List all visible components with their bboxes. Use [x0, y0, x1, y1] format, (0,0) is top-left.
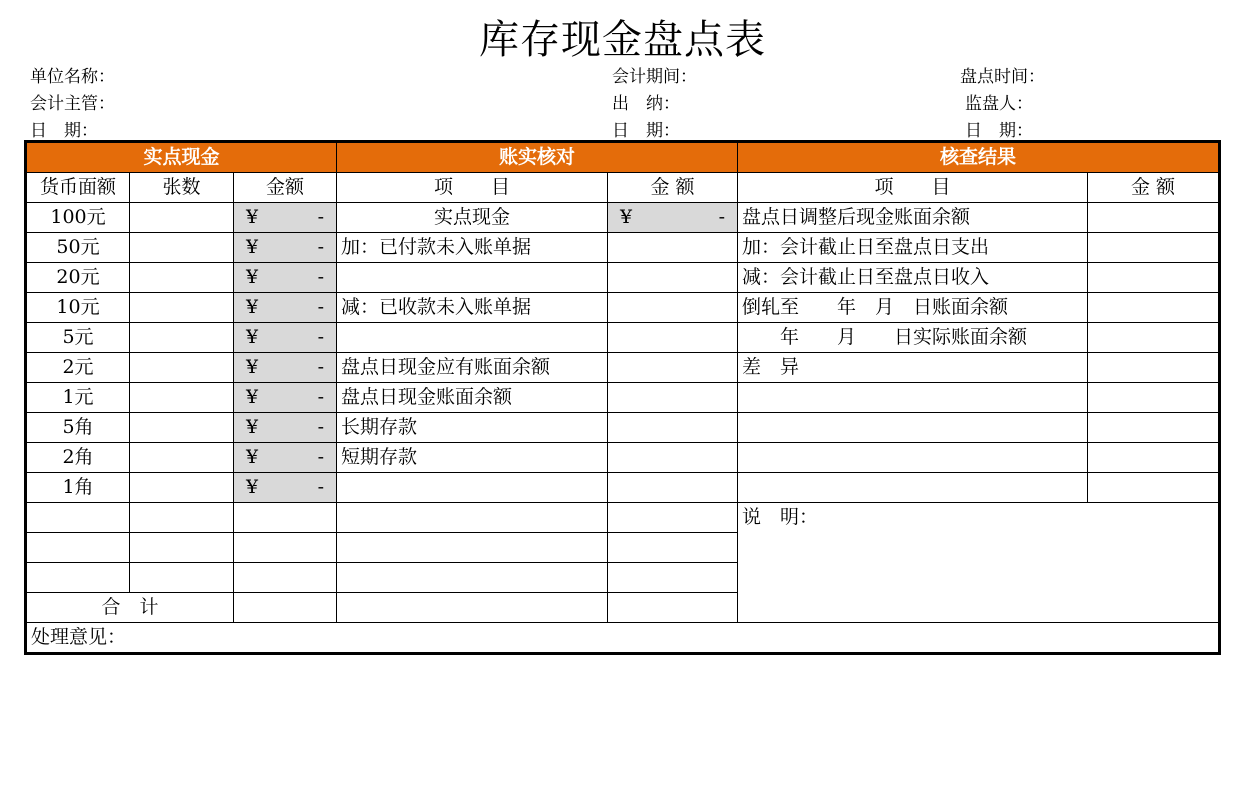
reconcile-amount-cell[interactable] [608, 293, 738, 323]
reconcile-amount-cell[interactable] [608, 443, 738, 473]
dash-value: - [317, 266, 324, 288]
yen-symbol: ¥ [246, 416, 259, 438]
dash-value: - [317, 326, 324, 348]
reconcile-item-cell: 加：已付款未入账单据 [337, 233, 608, 263]
table-row [26, 263, 1220, 293]
section-header-row [26, 142, 1220, 173]
explanation-label: 说 明： [742, 506, 819, 528]
result-item-cell [738, 443, 1088, 473]
result-item-cell: 加：会计截止日至盘点日支出 [738, 233, 1088, 263]
blank-cell[interactable] [608, 563, 738, 593]
section-actual-cash: 实点现金 [26, 142, 337, 173]
reconcile-amount-cell[interactable] [608, 413, 738, 443]
section-result: 核查结果 [738, 142, 1220, 173]
monitor-label: 监盘人： [965, 94, 1033, 114]
col-amount: 金额 [234, 173, 337, 203]
blank-cell[interactable] [337, 533, 608, 563]
table-row [26, 443, 1220, 473]
table-row [26, 383, 1220, 413]
col-amount-3: 金 额 [1088, 173, 1220, 203]
count-cell[interactable] [130, 323, 234, 353]
denomination-cell: 50元 [26, 233, 130, 263]
result-item-cell: 盘点日调整后现金账面余额 [738, 203, 1088, 233]
reconcile-amount-cell[interactable] [608, 323, 738, 353]
reconcile-item-cell: 盘点日现金应有账面余额 [337, 353, 608, 383]
blank-cell[interactable] [26, 563, 130, 593]
date-label-2: 日 期： [612, 121, 680, 141]
currency-value [238, 323, 332, 352]
result-amount-cell[interactable] [1088, 473, 1220, 503]
dash-value: - [317, 446, 324, 468]
dash-value: - [718, 206, 726, 228]
col-item-2: 项 目 [738, 173, 1088, 203]
reconcile-item-cell [337, 323, 608, 353]
currency-value [238, 473, 332, 502]
result-item-cell: 差 异 [738, 353, 1088, 383]
dash-value: - [317, 386, 324, 408]
yen-symbol: ¥ [246, 236, 259, 258]
yen-symbol: ¥ [246, 206, 259, 228]
blank-cell[interactable] [130, 563, 234, 593]
accounting-period-label: 会计期间： [612, 67, 697, 87]
yen-symbol: ¥ [246, 446, 259, 468]
result-amount-cell[interactable] [1088, 263, 1220, 293]
opinion-cell[interactable] [26, 623, 1220, 654]
currency-value [238, 233, 332, 262]
table-row [26, 413, 1220, 443]
dash-value: - [317, 416, 324, 438]
reconcile-item-cell [337, 473, 608, 503]
table-row [26, 503, 1220, 533]
amount-cell[interactable] [234, 203, 337, 233]
denomination-cell: 2元 [26, 353, 130, 383]
blank-cell[interactable] [26, 533, 130, 563]
result-amount-cell[interactable] [1088, 323, 1220, 353]
count-cell[interactable] [130, 293, 234, 323]
yen-symbol: ¥ [246, 296, 259, 318]
count-time-label: 盘点时间： [960, 67, 1045, 87]
result-amount-cell[interactable] [1088, 203, 1220, 233]
count-cell[interactable] [130, 383, 234, 413]
explanation-cell[interactable] [738, 503, 1220, 623]
blank-cell[interactable] [130, 533, 234, 563]
count-cell[interactable] [130, 203, 234, 233]
blank-cell[interactable] [337, 563, 608, 593]
currency-value [238, 293, 332, 322]
reconcile-item-cell: 长期存款 [337, 413, 608, 443]
reconcile-amount-cell[interactable] [608, 383, 738, 413]
result-item-cell [738, 473, 1088, 503]
result-item-cell [738, 413, 1088, 443]
amount-cell[interactable] [234, 443, 337, 473]
currency-value [238, 383, 332, 412]
dash-value: - [317, 236, 324, 258]
currency-value [612, 203, 733, 232]
reconcile-item-cell: 盘点日现金账面余额 [337, 383, 608, 413]
blank-cell[interactable] [234, 563, 337, 593]
yen-symbol: ¥ [246, 476, 259, 498]
table-row [26, 323, 1220, 353]
result-item-cell [738, 383, 1088, 413]
yen-symbol: ¥ [246, 386, 259, 408]
table-row [26, 353, 1220, 383]
accounting-supervisor-label: 会计主管： [30, 94, 115, 114]
amount-cell[interactable] [234, 323, 337, 353]
amount-cell[interactable] [234, 473, 337, 503]
table-row [26, 473, 1220, 503]
result-amount-cell[interactable] [1088, 383, 1220, 413]
cashier-label: 出 纳： [612, 94, 680, 114]
denomination-cell: 20元 [26, 263, 130, 293]
denomination-cell: 100元 [26, 203, 130, 233]
blank-cell[interactable] [234, 503, 337, 533]
currency-value [238, 353, 332, 382]
total-label: 合 计 [26, 593, 234, 623]
table-row [26, 233, 1220, 263]
count-cell[interactable] [130, 353, 234, 383]
result-item-cell: 倒轧至 年 月 日账面余额 [738, 293, 1088, 323]
reconcile-item-cell: 实点现金 [337, 203, 608, 233]
denomination-cell: 2角 [26, 443, 130, 473]
col-amount-2: 金 额 [608, 173, 738, 203]
currency-value [238, 443, 332, 472]
currency-value [238, 203, 332, 232]
amount-cell[interactable] [234, 263, 337, 293]
dash-value: - [317, 296, 324, 318]
blank-cell[interactable] [337, 503, 608, 533]
total-cell[interactable] [234, 593, 337, 623]
currency-value [238, 413, 332, 442]
denomination-cell: 1元 [26, 383, 130, 413]
result-item-cell: 年 月 日实际账面余额 [738, 323, 1088, 353]
result-amount-cell[interactable] [1088, 293, 1220, 323]
result-amount-cell[interactable] [1088, 233, 1220, 263]
yen-symbol: ¥ [620, 206, 633, 228]
currency-value [238, 263, 332, 292]
reconcile-amount-cell[interactable] [608, 353, 738, 383]
reconcile-item-cell: 短期存款 [337, 443, 608, 473]
result-amount-cell[interactable] [1088, 353, 1220, 383]
yen-symbol: ¥ [246, 266, 259, 288]
count-cell[interactable] [130, 263, 234, 293]
total-cell[interactable] [337, 593, 608, 623]
dash-value: - [317, 476, 324, 498]
page-title: 库存现金盘点表 [479, 17, 766, 63]
reconcile-item-cell [337, 263, 608, 293]
result-item-cell: 减：会计截止日至盘点日收入 [738, 263, 1088, 293]
dash-value: - [317, 206, 324, 228]
reconcile-amount-cell[interactable] [608, 203, 738, 233]
table-row [26, 203, 1220, 233]
amount-cell[interactable] [234, 413, 337, 443]
yen-symbol: ¥ [246, 356, 259, 378]
yen-symbol: ¥ [246, 326, 259, 348]
reconcile-amount-cell[interactable] [608, 233, 738, 263]
denomination-cell: 10元 [26, 293, 130, 323]
opinion-label: 处理意见： [31, 626, 127, 648]
unit-name-label: 单位名称： [30, 67, 115, 87]
blank-cell[interactable] [608, 533, 738, 563]
date-label-1: 日 期： [30, 121, 98, 141]
count-cell[interactable] [130, 413, 234, 443]
count-cell[interactable] [130, 233, 234, 263]
table-row [26, 293, 1220, 323]
count-cell[interactable] [130, 473, 234, 503]
col-count: 张数 [130, 173, 234, 203]
total-cell[interactable] [608, 593, 738, 623]
blank-cell[interactable] [130, 503, 234, 533]
opinion-row [26, 623, 1220, 654]
col-denomination: 货币面额 [26, 173, 130, 203]
blank-cell[interactable] [26, 503, 130, 533]
blank-cell[interactable] [608, 503, 738, 533]
result-amount-cell[interactable] [1088, 443, 1220, 473]
cash-count-table [24, 140, 1221, 655]
section-reconcile: 账实核对 [337, 142, 738, 173]
reconcile-amount-cell[interactable] [608, 473, 738, 503]
denomination-cell: 5角 [26, 413, 130, 443]
col-item: 项 目 [337, 173, 608, 203]
result-amount-cell[interactable] [1088, 413, 1220, 443]
dash-value: - [317, 356, 324, 378]
amount-cell[interactable] [234, 233, 337, 263]
reconcile-amount-cell[interactable] [608, 263, 738, 293]
amount-cell[interactable] [234, 353, 337, 383]
blank-cell[interactable] [234, 533, 337, 563]
amount-cell[interactable] [234, 293, 337, 323]
date-label-3: 日 期： [965, 121, 1033, 141]
denomination-cell: 1角 [26, 473, 130, 503]
column-header-row [26, 173, 1220, 203]
amount-cell[interactable] [234, 383, 337, 413]
reconcile-item-cell: 减：已收款未入账单据 [337, 293, 608, 323]
denomination-cell: 5元 [26, 323, 130, 353]
count-cell[interactable] [130, 443, 234, 473]
